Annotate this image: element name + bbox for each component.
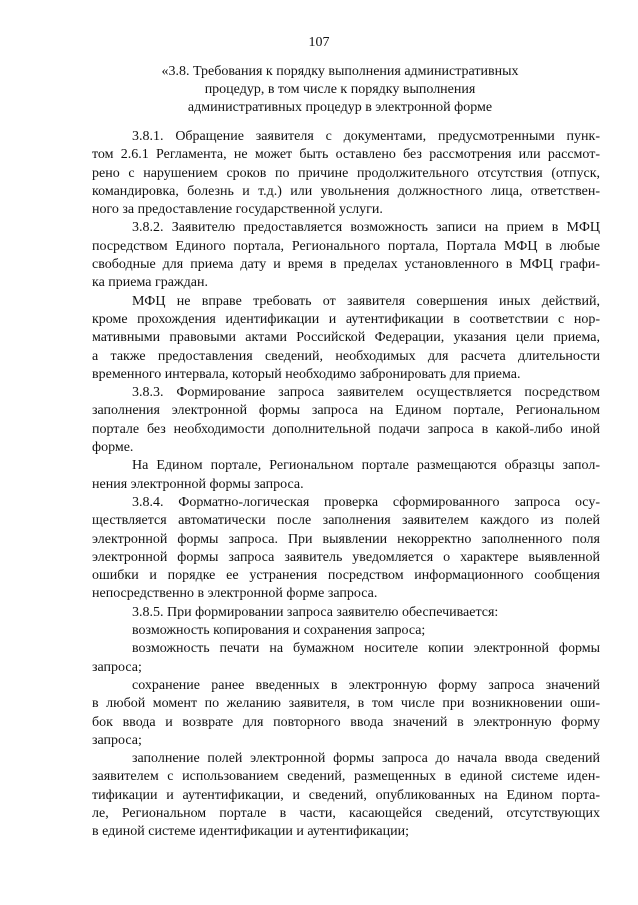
- paragraph: [92, 384, 600, 457]
- paragraph: [92, 293, 600, 384]
- text-line: форме.: [92, 440, 134, 456]
- heading-line: «3.8. Требования к порядку выполнения административных: [161, 64, 519, 79]
- text-line: кроме прохождения идентификации и аутентификации в соответствии с нор-: [92, 311, 600, 327]
- text-line: На Едином портале, Региональном портале размещаются образцы запол-: [132, 458, 600, 474]
- text-line: электронной формы запроса. При выявлении некорректно заполненного поля: [92, 531, 600, 547]
- paragraph: [92, 128, 600, 219]
- text-line: 3.8.5. При формировании запроса заявителю обеспечивается:: [132, 604, 499, 620]
- section-heading: [120, 63, 560, 117]
- text-line: ка приема граждан.: [92, 275, 208, 291]
- text-line: портале без необходимости дополнительной подачи запроса в какой-либо иной: [92, 421, 600, 437]
- paragraph: [92, 219, 600, 292]
- body-text: [92, 128, 600, 842]
- text-line: свободные для приема дату и время в пределах установленного в МФЦ графи-: [92, 257, 600, 273]
- text-line: в любой момент по желанию заявителя, в том числе при возникновении оши-: [92, 696, 600, 712]
- text-line: а также предоставления сведений, необходимых для расчета длительности: [92, 348, 600, 364]
- heading-line: процедур, в том числе к порядку выполнения: [204, 82, 476, 97]
- text-line: заявителем с использованием сведений, размещенных в единой системе иден-: [92, 769, 600, 785]
- paragraph: [92, 622, 600, 640]
- text-line: бок ввода и возврате для повторного ввода значений в электронную форму: [92, 714, 600, 730]
- paragraph: [92, 640, 600, 677]
- paragraph: [92, 604, 600, 622]
- text-line: возможность копирования и сохранения запроса;: [132, 623, 426, 639]
- text-line: 3.8.1. Обращение заявителя с документами, предусмотренными пунк-: [132, 129, 600, 144]
- text-line: запроса;: [92, 732, 142, 748]
- text-line: 3.8.2. Заявителю предоставляется возможность записи на прием в МФЦ: [132, 220, 600, 236]
- text-line: мативными правовыми актами Российской Федерации, указания цели приема,: [92, 330, 600, 346]
- heading-line: административных процедур в электронной форме: [187, 100, 493, 115]
- text-line: рено с нарушением сроков по причине продолжительного отсутствия (отпуск,: [92, 165, 600, 181]
- text-line: ществляется автоматически после заполнения заявителем каждого из полей: [92, 513, 600, 529]
- text-line: посредством Единого портала, Регионального портала, Портала МФЦ в любые: [92, 238, 600, 254]
- text-line: ошибки и порядке ее устранения посредством информационного сообщения: [92, 568, 600, 584]
- paragraph: [92, 457, 600, 494]
- text-line: МФЦ не вправе требовать от заявителя совершения иных действий,: [132, 293, 600, 309]
- text-line: электронной формы запроса заявитель уведомляется о характере выявленной: [92, 549, 600, 565]
- text-line: запроса;: [92, 659, 142, 675]
- text-line: 3.8.4. Форматно-логическая проверка сформированного запроса осу-: [132, 494, 600, 510]
- paragraph: [92, 750, 600, 841]
- text-line: непосредственно в электронной форме запроса.: [92, 586, 378, 602]
- text-line: том 2.6.1 Регламента, не может быть оставлено без рассмотрения или рассмот-: [92, 147, 600, 163]
- text-line: временного интервала, который необходимо забронировать для приема.: [92, 366, 521, 382]
- text-line: заполнения электронной формы запроса на Едином портале, Региональном: [92, 403, 600, 419]
- text-line: нения электронной формы запроса.: [92, 476, 304, 492]
- text-line: тификации и аутентификации, и сведений, опубликованных на Едином порта-: [92, 787, 600, 803]
- page-number: 107: [308, 35, 330, 50]
- text-line: сохранение ранее введенных в электронную форму запроса значений: [132, 677, 600, 693]
- text-line: в единой системе идентификации и аутентификации;: [92, 824, 410, 840]
- text-line: заполнение полей электронной формы запроса до начала ввода сведений: [132, 751, 600, 767]
- text-line: ле, Региональном портале в части, касающейся сведений, отсутствующих: [92, 805, 600, 821]
- text-line: возможность печати на бумажном носителе копии электронной формы: [132, 641, 600, 657]
- paragraph: [92, 494, 600, 604]
- text-line: командировка, болезнь и т.д.) или увольнения должностного лица, ответствен-: [92, 183, 600, 199]
- text-line: 3.8.3. Формирование запроса заявителем осуществляется посредством: [132, 385, 600, 401]
- paragraph: [92, 677, 600, 750]
- text-line: ного за предоставление государственной услуги.: [92, 202, 383, 218]
